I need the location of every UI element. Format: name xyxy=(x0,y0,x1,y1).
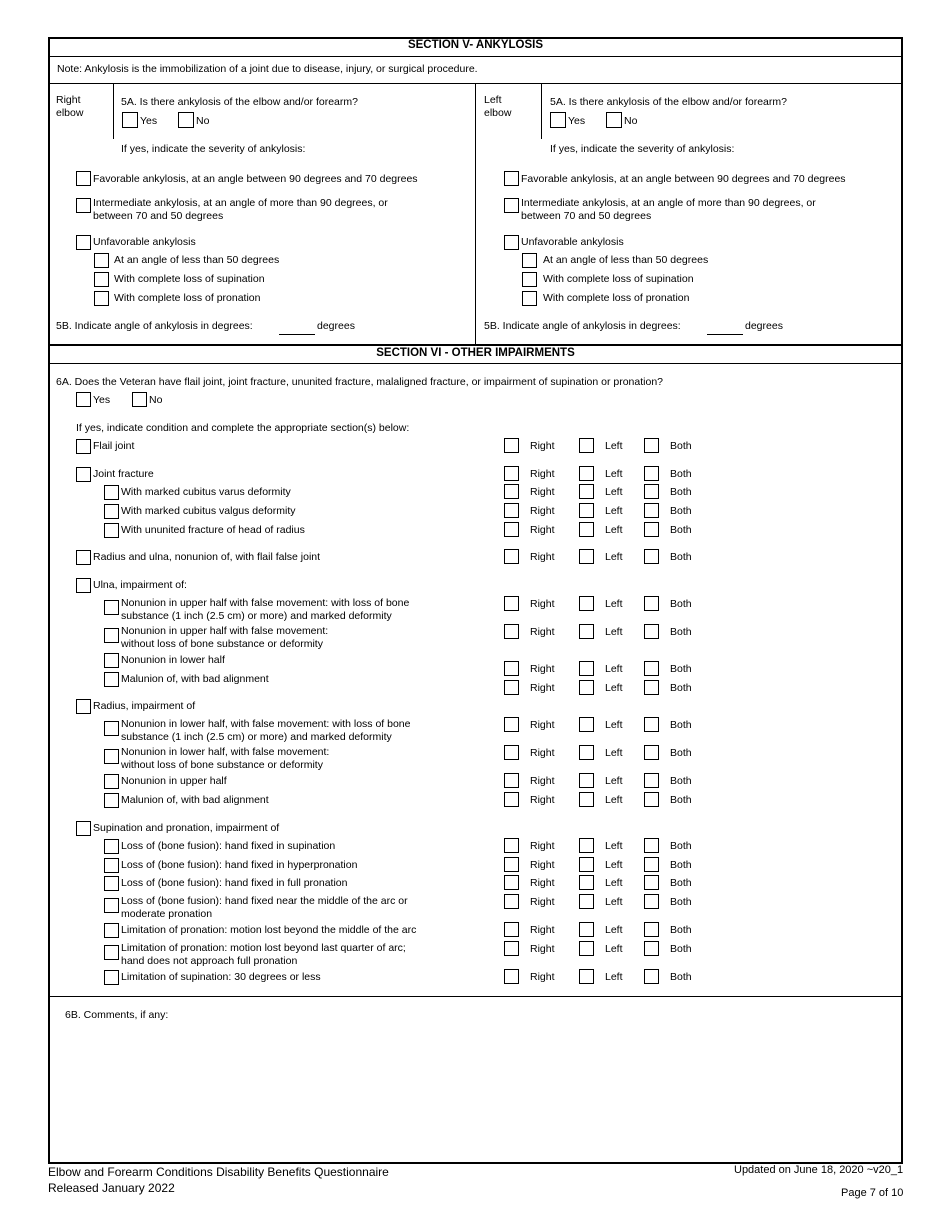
right-side-label: Right xyxy=(530,971,555,983)
impairment-checkbox[interactable] xyxy=(104,600,119,615)
right-side-checkbox[interactable] xyxy=(504,838,519,853)
right-pronation-checkbox[interactable] xyxy=(94,291,109,306)
footer-title: Elbow and Forearm Conditions Disability Benefits Questionnaire xyxy=(48,1165,389,1179)
impairment-label: Joint fracture xyxy=(93,468,154,480)
impairment-label: substance (1 inch (2.5 cm) or more) and marked deformity xyxy=(121,610,392,622)
both-side-checkbox[interactable] xyxy=(644,969,659,984)
left-favorable-label: Favorable ankylosis, at an angle between 90 degrees and 70 degrees xyxy=(521,173,846,185)
impairment-label: Loss of (bone fusion): hand fixed in supination xyxy=(121,840,336,852)
left-5a-no-checkbox[interactable] xyxy=(606,112,622,128)
both-side-checkbox[interactable] xyxy=(644,522,659,537)
left-side-checkbox[interactable] xyxy=(579,792,594,807)
right-side-checkbox[interactable] xyxy=(504,941,519,956)
left-side-label: Left xyxy=(605,877,623,889)
both-side-checkbox[interactable] xyxy=(644,503,659,518)
both-side-label: Both xyxy=(670,682,692,694)
q6a-yes-checkbox[interactable] xyxy=(76,392,91,407)
left-if-yes: If yes, indicate the severity of ankylosis: xyxy=(550,143,735,155)
right-unfavorable-label: Unfavorable ankylosis xyxy=(93,236,196,248)
right-side-label: Right xyxy=(530,468,555,480)
left-q5b: 5B. Indicate angle of ankylosis in degrees: xyxy=(484,320,681,332)
left-5a-yes-label: Yes xyxy=(568,115,586,127)
impairment-checkbox[interactable] xyxy=(76,699,91,714)
left-side-checkbox[interactable] xyxy=(579,857,594,872)
right-side-checkbox[interactable] xyxy=(504,922,519,937)
left-side-checkbox[interactable] xyxy=(579,503,594,518)
left-intermediate-label: between 70 and 50 degrees xyxy=(521,210,652,222)
left-5a-yes-checkbox[interactable] xyxy=(550,112,566,128)
left-intermediate-label: Intermediate ankylosis, at an angle of more than 90 degrees, or xyxy=(521,197,816,209)
divider xyxy=(48,56,903,57)
impairment-label: Nonunion in lower half, with false movement: with loss of bone xyxy=(121,718,411,730)
impairment-checkbox[interactable] xyxy=(76,467,91,482)
impairment-checkbox[interactable] xyxy=(104,876,119,891)
right-side-checkbox[interactable] xyxy=(504,466,519,481)
right-less50-checkbox[interactable] xyxy=(94,253,109,268)
impairment-label: Loss of (bone fusion): hand fixed in full pronation xyxy=(121,877,348,889)
both-side-label: Both xyxy=(670,971,692,983)
left-side-label: Left xyxy=(605,598,623,610)
impairment-checkbox[interactable] xyxy=(104,653,119,668)
right-supination-label: With complete loss of supination xyxy=(114,273,265,285)
right-side-checkbox[interactable] xyxy=(504,969,519,984)
left-side-label: Left xyxy=(605,663,623,675)
left-elbow-label: elbow xyxy=(484,107,512,119)
right-intermediate-checkbox[interactable] xyxy=(76,198,91,213)
impairment-checkbox[interactable] xyxy=(104,672,119,687)
impairment-label: substance (1 inch (2.5 cm) or more) and marked deformity xyxy=(121,731,392,743)
q6b: 6B. Comments, if any: xyxy=(65,1009,169,1021)
right-side-label: Right xyxy=(530,682,555,694)
both-side-label: Both xyxy=(670,468,692,480)
right-side-checkbox[interactable] xyxy=(504,522,519,537)
left-side-checkbox[interactable] xyxy=(579,875,594,890)
left-side-checkbox[interactable] xyxy=(579,838,594,853)
impairment-label: With marked cubitus varus deformity xyxy=(121,486,291,498)
left-side-label: Left xyxy=(605,840,623,852)
section5-header: SECTION V- ANKYLOSIS xyxy=(407,39,544,51)
right-side-checkbox[interactable] xyxy=(504,857,519,872)
left-elbow-label: Left xyxy=(484,94,502,106)
both-side-checkbox[interactable] xyxy=(644,922,659,937)
impairment-label: without loss of bone substance or deformity xyxy=(121,759,323,771)
right-intermediate-label: Intermediate ankylosis, at an angle of more than 90 degrees, or xyxy=(93,197,388,209)
right-side-label: Right xyxy=(530,924,555,936)
both-side-label: Both xyxy=(670,626,692,638)
both-side-checkbox[interactable] xyxy=(644,661,659,676)
impairment-label: Loss of (bone fusion): hand fixed near the middle of the arc or xyxy=(121,895,408,907)
left-side-checkbox[interactable] xyxy=(579,773,594,788)
right-side-checkbox[interactable] xyxy=(504,717,519,732)
impairment-checkbox[interactable] xyxy=(104,945,119,960)
both-side-checkbox[interactable] xyxy=(644,838,659,853)
both-side-checkbox[interactable] xyxy=(644,857,659,872)
right-side-label: Right xyxy=(530,505,555,517)
divider xyxy=(475,83,476,344)
left-side-label: Left xyxy=(605,524,623,536)
right-side-checkbox[interactable] xyxy=(504,503,519,518)
divider xyxy=(541,83,542,139)
left-pronation-label: With complete loss of pronation xyxy=(543,292,690,304)
impairment-checkbox[interactable] xyxy=(76,439,91,454)
right-side-label: Right xyxy=(530,896,555,908)
footer-updated: Updated on June 18, 2020 ~v20_1 xyxy=(734,1164,904,1176)
right-side-checkbox[interactable] xyxy=(504,680,519,695)
right-5a-yes-label: Yes xyxy=(140,115,158,127)
right-favorable-label: Favorable ankylosis, at an angle between 90 degrees and 70 degrees xyxy=(93,173,418,185)
q6a-no-checkbox[interactable] xyxy=(132,392,147,407)
left-side-checkbox[interactable] xyxy=(579,745,594,760)
right-side-checkbox[interactable] xyxy=(504,438,519,453)
both-side-label: Both xyxy=(670,440,692,452)
both-side-label: Both xyxy=(670,859,692,871)
both-side-checkbox[interactable] xyxy=(644,466,659,481)
left-side-label: Left xyxy=(605,468,623,480)
left-side-checkbox[interactable] xyxy=(579,717,594,732)
right-side-label: Right xyxy=(530,486,555,498)
left-side-checkbox[interactable] xyxy=(579,596,594,611)
divider xyxy=(48,344,903,346)
frame-right-border xyxy=(901,37,903,1164)
right-if-yes: If yes, indicate the severity of ankylosis: xyxy=(121,143,306,155)
impairment-label: Nonunion in lower half xyxy=(121,654,225,666)
left-pronation-checkbox[interactable] xyxy=(522,291,537,306)
left-q5a: 5A. Is there ankylosis of the elbow and/or forearm? xyxy=(550,96,787,108)
impairment-checkbox[interactable] xyxy=(104,721,119,736)
left-side-checkbox[interactable] xyxy=(579,680,594,695)
impairment-checkbox[interactable] xyxy=(104,504,119,519)
impairment-checkbox[interactable] xyxy=(104,858,119,873)
impairment-checkbox[interactable] xyxy=(104,898,119,913)
left-side-checkbox[interactable] xyxy=(579,894,594,909)
right-side-label: Right xyxy=(530,747,555,759)
impairment-label: Radius, impairment of xyxy=(93,700,196,712)
left-supination-label: With complete loss of supination xyxy=(543,273,694,285)
divider xyxy=(48,363,903,364)
both-side-label: Both xyxy=(670,505,692,517)
left-side-checkbox[interactable] xyxy=(579,624,594,639)
right-q5b: 5B. Indicate angle of ankylosis in degrees: xyxy=(56,320,253,332)
right-side-label: Right xyxy=(530,775,555,787)
impairment-checkbox[interactable] xyxy=(104,839,119,854)
left-degrees-input[interactable] xyxy=(707,334,743,335)
both-side-checkbox[interactable] xyxy=(644,875,659,890)
impairment-checkbox[interactable] xyxy=(104,523,119,538)
frame-left-border xyxy=(48,37,50,1164)
q6a: 6A. Does the Veteran have flail joint, joint fracture, ununited fracture, malaligned fracture, or impairment of supination or pronation? xyxy=(56,376,664,388)
impairment-label: With ununited fracture of head of radius xyxy=(121,524,305,536)
impairment-label: Nonunion in upper half xyxy=(121,775,227,787)
impairment-checkbox[interactable] xyxy=(76,550,91,565)
left-side-label: Left xyxy=(605,924,623,936)
right-pronation-label: With complete loss of pronation xyxy=(114,292,261,304)
left-supination-checkbox[interactable] xyxy=(522,272,537,287)
right-side-label: Right xyxy=(530,626,555,638)
impairment-checkbox[interactable] xyxy=(76,578,91,593)
right-elbow-label: elbow xyxy=(56,107,84,119)
right-supination-checkbox[interactable] xyxy=(94,272,109,287)
q6a-no-label: No xyxy=(149,394,163,406)
right-side-checkbox[interactable] xyxy=(504,894,519,909)
left-intermediate-checkbox[interactable] xyxy=(504,198,519,213)
both-side-label: Both xyxy=(670,551,692,563)
comments-area[interactable] xyxy=(50,1025,900,1160)
left-degrees-label: degrees xyxy=(745,320,783,332)
left-favorable-checkbox[interactable] xyxy=(504,171,519,186)
q6a-if-yes: If yes, indicate condition and complete the appropriate section(s) below: xyxy=(76,422,410,434)
left-side-label: Left xyxy=(605,747,623,759)
impairment-label: Limitation of supination: 30 degrees or less xyxy=(121,971,321,983)
right-side-label: Right xyxy=(530,551,555,563)
left-side-label: Left xyxy=(605,896,623,908)
both-side-label: Both xyxy=(670,663,692,675)
right-side-label: Right xyxy=(530,663,555,675)
footer-page: Page 7 of 10 xyxy=(841,1187,904,1199)
left-side-checkbox[interactable] xyxy=(579,466,594,481)
right-side-checkbox[interactable] xyxy=(504,549,519,564)
both-side-checkbox[interactable] xyxy=(644,484,659,499)
left-less50-label: At an angle of less than 50 degrees xyxy=(543,254,709,266)
right-intermediate-label: between 70 and 50 degrees xyxy=(93,210,224,222)
right-side-checkbox[interactable] xyxy=(504,792,519,807)
both-side-label: Both xyxy=(670,924,692,936)
both-side-checkbox[interactable] xyxy=(644,596,659,611)
section5-note: Note: Ankylosis is the immobilization of a joint due to disease, injury, or surgical procedure. xyxy=(57,63,478,75)
both-side-label: Both xyxy=(670,775,692,787)
left-less50-checkbox[interactable] xyxy=(522,253,537,268)
both-side-label: Both xyxy=(670,524,692,536)
impairment-label: Limitation of pronation: motion lost beyond last quarter of arc; xyxy=(121,942,406,954)
left-side-checkbox[interactable] xyxy=(579,549,594,564)
divider xyxy=(113,83,114,139)
both-side-checkbox[interactable] xyxy=(644,717,659,732)
both-side-label: Both xyxy=(670,943,692,955)
both-side-label: Both xyxy=(670,877,692,889)
right-side-label: Right xyxy=(530,877,555,889)
right-q5a: 5A. Is there ankylosis of the elbow and/or forearm? xyxy=(121,96,358,108)
impairment-label: hand does not approach full pronation xyxy=(121,955,298,967)
right-side-label: Right xyxy=(530,840,555,852)
right-side-checkbox[interactable] xyxy=(504,875,519,890)
left-side-label: Left xyxy=(605,626,623,638)
both-side-checkbox[interactable] xyxy=(644,745,659,760)
impairment-checkbox[interactable] xyxy=(104,793,119,808)
left-side-checkbox[interactable] xyxy=(579,661,594,676)
impairment-checkbox[interactable] xyxy=(104,970,119,985)
footer-released: Released January 2022 xyxy=(48,1181,175,1195)
both-side-checkbox[interactable] xyxy=(644,941,659,956)
both-side-label: Both xyxy=(670,486,692,498)
both-side-checkbox[interactable] xyxy=(644,680,659,695)
right-side-checkbox[interactable] xyxy=(504,596,519,611)
impairment-label: Loss of (bone fusion): hand fixed in hyperpronation xyxy=(121,859,358,871)
impairment-label: without loss of bone substance or deformity xyxy=(121,638,323,650)
impairment-checkbox[interactable] xyxy=(76,821,91,836)
right-favorable-checkbox[interactable] xyxy=(76,171,91,186)
impairment-label: Ulna, impairment of: xyxy=(93,579,187,591)
left-unfavorable-label: Unfavorable ankylosis xyxy=(521,236,624,248)
left-unfavorable-checkbox[interactable] xyxy=(504,235,519,250)
left-side-checkbox[interactable] xyxy=(579,484,594,499)
left-side-label: Left xyxy=(605,943,623,955)
right-less50-label: At an angle of less than 50 degrees xyxy=(114,254,280,266)
left-5a-no-label: No xyxy=(624,115,638,127)
impairment-label: Nonunion in upper half with false movement: with loss of bone xyxy=(121,597,410,609)
both-side-label: Both xyxy=(670,896,692,908)
both-side-label: Both xyxy=(670,794,692,806)
impairment-label: Malunion of, with bad alignment xyxy=(121,673,269,685)
impairment-label: Limitation of pronation: motion lost beyond the middle of the arc xyxy=(121,924,417,936)
right-5a-no-label: No xyxy=(196,115,210,127)
right-side-label: Right xyxy=(530,719,555,731)
right-side-checkbox[interactable] xyxy=(504,624,519,639)
left-side-label: Left xyxy=(605,794,623,806)
right-side-label: Right xyxy=(530,524,555,536)
both-side-label: Both xyxy=(670,840,692,852)
both-side-label: Both xyxy=(670,747,692,759)
both-side-checkbox[interactable] xyxy=(644,549,659,564)
divider xyxy=(48,996,903,997)
left-side-label: Left xyxy=(605,775,623,787)
both-side-checkbox[interactable] xyxy=(644,894,659,909)
impairment-label: Radius and ulna, nonunion of, with flail false joint xyxy=(93,551,321,563)
impairment-checkbox[interactable] xyxy=(104,774,119,789)
right-side-label: Right xyxy=(530,794,555,806)
impairment-checkbox[interactable] xyxy=(104,485,119,500)
impairment-label: Flail joint xyxy=(93,440,135,452)
impairment-label: With marked cubitus valgus deformity xyxy=(121,505,296,517)
right-elbow-label: Right xyxy=(56,94,81,106)
right-side-label: Right xyxy=(530,598,555,610)
right-degrees-input[interactable] xyxy=(279,334,315,335)
left-side-label: Left xyxy=(605,859,623,871)
left-side-checkbox[interactable] xyxy=(579,522,594,537)
impairment-label: moderate pronation xyxy=(121,908,213,920)
both-side-checkbox[interactable] xyxy=(644,624,659,639)
both-side-label: Both xyxy=(670,719,692,731)
both-side-checkbox[interactable] xyxy=(644,792,659,807)
left-side-checkbox[interactable] xyxy=(579,438,594,453)
impairment-label: Supination and pronation, impairment of xyxy=(93,822,280,834)
right-5a-no-checkbox[interactable] xyxy=(178,112,194,128)
q6a-yes-label: Yes xyxy=(93,394,111,406)
left-side-label: Left xyxy=(605,486,623,498)
right-side-checkbox[interactable] xyxy=(504,773,519,788)
left-side-label: Left xyxy=(605,551,623,563)
both-side-label: Both xyxy=(670,598,692,610)
right-5a-yes-checkbox[interactable] xyxy=(122,112,138,128)
right-side-label: Right xyxy=(530,859,555,871)
both-side-checkbox[interactable] xyxy=(644,438,659,453)
impairment-checkbox[interactable] xyxy=(104,628,119,643)
left-side-label: Left xyxy=(605,505,623,517)
right-side-label: Right xyxy=(530,943,555,955)
right-side-label: Right xyxy=(530,440,555,452)
left-side-label: Left xyxy=(605,440,623,452)
impairment-checkbox[interactable] xyxy=(104,749,119,764)
right-side-checkbox[interactable] xyxy=(504,484,519,499)
left-side-label: Left xyxy=(605,971,623,983)
left-side-checkbox[interactable] xyxy=(579,969,594,984)
right-side-checkbox[interactable] xyxy=(504,745,519,760)
impairment-label: Nonunion in upper half with false movement: xyxy=(121,625,329,637)
impairment-label: Nonunion in lower half, with false movement: xyxy=(121,746,330,758)
right-side-checkbox[interactable] xyxy=(504,661,519,676)
left-side-label: Left xyxy=(605,682,623,694)
section6-header: SECTION VI - OTHER IMPAIRMENTS xyxy=(376,347,575,359)
right-unfavorable-checkbox[interactable] xyxy=(76,235,91,250)
left-side-checkbox[interactable] xyxy=(579,922,594,937)
left-side-checkbox[interactable] xyxy=(579,941,594,956)
impairment-label: Malunion of, with bad alignment xyxy=(121,794,269,806)
both-side-checkbox[interactable] xyxy=(644,773,659,788)
left-side-label: Left xyxy=(605,719,623,731)
impairment-checkbox[interactable] xyxy=(104,923,119,938)
right-degrees-label: degrees xyxy=(317,320,355,332)
